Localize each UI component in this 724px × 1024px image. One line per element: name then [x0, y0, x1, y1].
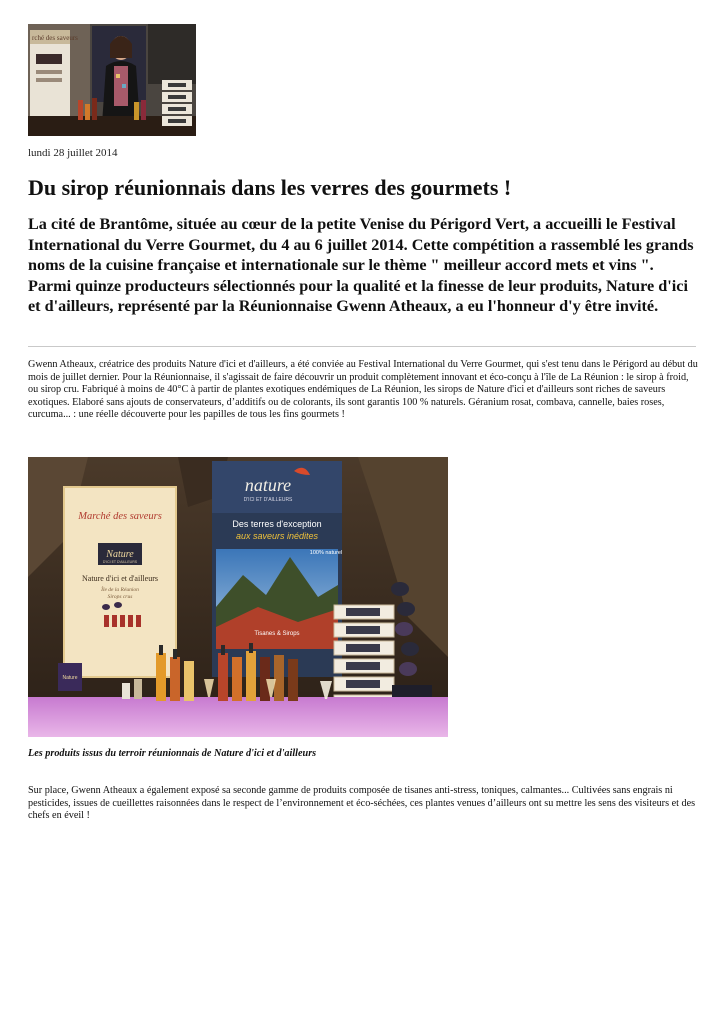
main-photo-illustration — [28, 457, 448, 737]
left-banner-logo: Nature — [106, 549, 134, 560]
article-title: Du sirop réunionnais dans les verres des gourmets ! — [28, 175, 512, 200]
divider — [28, 346, 696, 347]
thumbnail-illustration — [28, 24, 196, 136]
right-banner-badge: 100% naturel — [309, 550, 343, 556]
thumbnail-sign-text: rché des saveurs — [32, 34, 78, 42]
left-banner-line-2: Île de la Réunion — [101, 587, 139, 593]
left-banner-line-1: Nature d'ici et d'ailleurs — [82, 574, 158, 583]
right-banner-tagline-1: Des terres d'exception — [232, 519, 322, 529]
left-banner-line-3: Sirops crus — [107, 594, 133, 600]
small-box-label: Nature — [62, 675, 78, 681]
thumbnail-photo — [28, 24, 196, 136]
article-body-paragraph-2: Sur place, Gwenn Atheaux a également exposé sa seconde gamme de produits composée de tisanes anti-stress, toniques, calmantes... Cultivées sans engrais ni pesticides, issues de cueillettes raisonnées dans le respect de l’environnement et éco-séchées, ces plantes venues d’ailleurs ont su mettre les sens des visiteurs et des chefs en éveil ! — [28, 785, 696, 822]
article-date: lundi 28 juillet 2014 — [28, 147, 118, 159]
main-photo — [28, 457, 448, 737]
right-banner-footer: Tisanes & Sirops — [254, 631, 300, 637]
right-banner-logo: nature — [244, 475, 292, 495]
article-body-paragraph-1: Gwenn Atheaux, créatrice des produits Nature d'ici et d'ailleurs, a été conviée au Festival International du Verre Gourmet, qui s'est tenu dans le Périgord au début du mois de juillet dernier. Pour la Réunionnaise, il s'agissait de faire découvrir un produit complètement innovant et éco-conçu à l'île de La Réunion : le sirop à froid, ou sirop cru. Fabriqué à moins de 40°C à partir de plantes exotiques endémiques de La Réunion, les sirops de Nature d'ici et d'ailleurs sont riches de saveurs exotiques. Elaboré sans ajouts de conservateurs, d’additifs ou de colorants, ils sont garantis 100 % naturels. Géranium rosat, combava, cannelle, baies roses, curcuma... : une réelle découverte pour les papilles de tous les fins gourmets ! — [28, 359, 698, 421]
left-banner-logo-sub: D'ICI ET D'AILLEURS — [102, 560, 138, 564]
photo-caption: Les produits issus du terroir réunionnais de Nature d'ici et d'ailleurs — [28, 748, 317, 759]
article-lead: La cité de Brantôme, située au cœur de la petite Venise du Périgord Vert, a accueilli le Festival International du Verre Gourmet, du 4 au 6 juillet 2014. Cette compétition a rassemblé les grands noms de la cuisine française et internationale sur le thème " meilleur accord mets et vins ". Parmi quinze producteurs sélectionnés pour la qualité et la finesse de leur produits, Nature d'ici et d'ailleurs, représenté par la Réunionnaise Gwenn Atheaux, a eu l'honneur d'y être invité. — [28, 215, 694, 315]
left-banner-header: Marché des saveurs — [78, 511, 162, 522]
right-banner-tagline-2: aux saveurs inédites — [235, 531, 319, 541]
right-banner-logo-sub: D'ICI ET D'AILLEURS — [243, 497, 293, 503]
